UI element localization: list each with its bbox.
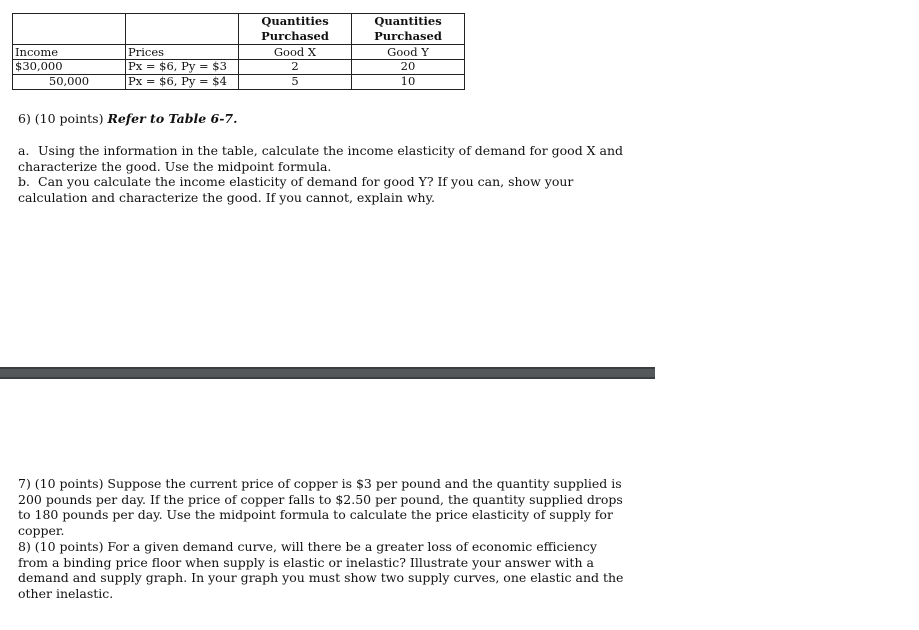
- header-cell-empty-income: [13, 14, 126, 45]
- question-6b: [18, 174, 628, 205]
- section-divider-bar: [0, 367, 655, 379]
- header-quantities-x: Quantities: [261, 14, 329, 28]
- question-6a: [18, 143, 628, 174]
- table-cell-qx: 2: [239, 60, 352, 75]
- table-row: [13, 60, 465, 75]
- table-cell-qy: 20: [352, 60, 465, 75]
- table-cell-qy: 10: [352, 75, 465, 90]
- table-header-row: [13, 14, 465, 45]
- table-cell-qx: 5: [239, 75, 352, 90]
- header-cell-empty-prices: [126, 14, 239, 45]
- question-6a-label: a.: [18, 143, 30, 158]
- question-6b-text: Can you calculate the income elasticity of demand for good Y? If you can, show your calculation and characterize the good. If you cannot, explain why.: [18, 174, 574, 205]
- subheader-income: Income: [13, 45, 126, 60]
- question-6-reference: Refer to Table 6-7.: [107, 111, 238, 126]
- header-purchased-y: Purchased: [374, 29, 442, 43]
- table-row: [13, 75, 465, 90]
- header-purchased-x: Purchased: [261, 29, 329, 43]
- table-cell-income: $30,000: [13, 60, 126, 75]
- header-cell-quantities-y: [352, 14, 465, 45]
- header-cell-quantities-x: [239, 14, 352, 45]
- question-6b-label: b.: [18, 174, 30, 189]
- table-subheader-row: [13, 45, 465, 60]
- question-6-prefix: 6) (10 points): [18, 111, 108, 126]
- subheader-prices: Prices: [126, 45, 239, 60]
- table-cell-income: 50,000: [13, 75, 126, 90]
- table-cell-prices: Px = $6, Py = $3: [126, 60, 239, 75]
- elasticity-data-table: [12, 13, 465, 90]
- subheader-good-x: Good X: [239, 45, 352, 60]
- subheader-good-y: Good Y: [352, 45, 465, 60]
- question-8: 8) (10 points) For a given demand curve, will there be a greater loss of economic efficiency from a binding price floor when supply is elastic or inelastic? Illustrate your answer with a demand and supply graph. In your graph you must show two supply curves, one elastic and the other inelastic.: [18, 539, 624, 601]
- header-quantities-y: Quantities: [374, 14, 442, 28]
- question-7: 7) (10 points) Suppose the current price of copper is $3 per pound and the quantity supplied is 200 pounds per day. If the price of copper falls to $2.50 per pound, the quantity supplied drops to 180 pounds per day. Use the midpoint formula to calculate the price elasticity of supply for copper.: [18, 476, 623, 538]
- table-cell-prices: Px = $6, Py = $4: [126, 75, 239, 90]
- question-6a-text: Using the information in the table, calculate the income elasticity of demand for good X and characterize the good. Use the midpoint formula.: [18, 143, 624, 174]
- question-6-heading: [18, 111, 628, 127]
